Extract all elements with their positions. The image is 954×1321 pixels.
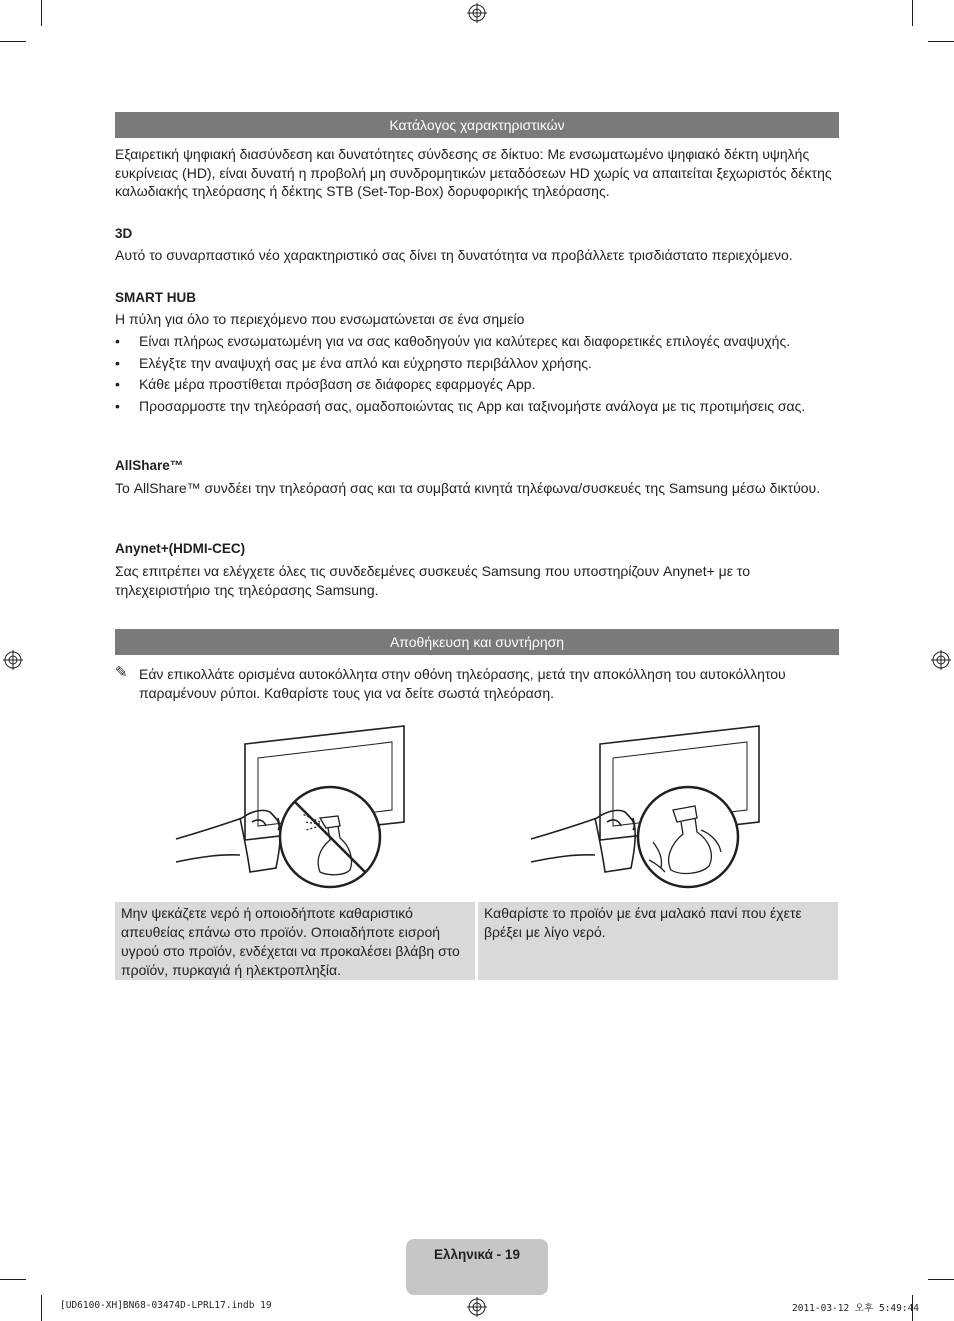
feature-heading-3d: 3D <box>115 226 133 241</box>
page-number-tab <box>406 1239 548 1295</box>
feature-text-3d: Αυτό το συναρπαστικό νέο χαρακτηριστικό σας δίνει τη δυνατότητα να προβάλλετε τρισδιάστατο περιεχόμενο. <box>115 247 793 263</box>
list-item: • Είναι πλήρως ενσωματωμένη για να σας καθοδηγούν για καλύτερες και διαφορετικές επιλογές αναψυχής. <box>115 333 791 349</box>
feature-heading-allshare: AllShare™ <box>115 458 184 473</box>
illustration-no-spray <box>170 722 410 890</box>
crop-mark <box>41 0 42 26</box>
feature-text-anynet: Σας επιτρέπει να ελέγχετε όλες τις συνδεδεμένες συσκευές Samsung που υποστηρίζουν Anynet+ με το τηλεχειριστήριο της τηλεόρασης Samsung. <box>115 563 750 598</box>
crop-mark <box>928 41 954 42</box>
caption-warning <box>115 902 475 980</box>
caption-instruction <box>478 902 838 980</box>
feature-text-allshare: Το AllShare™ συνδέει την τηλεόρασή σας και τα συμβατά κινητά τηλέφωνα/συσκευές της Samsung μέσω δικτύου. <box>115 480 821 496</box>
registration-mark-icon <box>3 650 23 670</box>
intro-paragraph: Εξαιρετική ψηφιακή διασύνδεση και δυνατότητες σύνδεσης σε δίκτυο: Με ενσωματωμένο ψηφιακό δέκτη υψηλής ευκρίνειας (HD), είναι δυνατή η προβολή μη συνδρομητικών μεταδόσεων HD χωρίς να απαιτείται ξεχωριστός δέκτης καλωδιακής τηλεόρασης ή δέκτης STB (Set-Top-Box) δορυφορικής τηλεόρασης. <box>115 146 832 199</box>
care-note <box>115 665 845 702</box>
note-pencil-icon: ✎ <box>115 664 128 681</box>
crop-mark <box>41 1295 42 1321</box>
section-header-care <box>115 629 839 655</box>
caption-instruction-text: Καθαρίστε το προϊόν με ένα μαλακό πανί που έχετε βρέξει με λίγο νερό. <box>484 905 802 940</box>
print-timestamp: 2011-03-12 오후 5:49:44 <box>792 1303 920 1314</box>
list-item: • Προσαρμοστε την τηλεόρασή σας, ομαδοποιώντας τις App και ταξινομήστε ανάλογα με τις προτιμήσεις σας. <box>115 397 806 414</box>
page-number: Ελληνικά - 19 <box>434 1247 520 1262</box>
registration-mark-icon <box>931 650 951 670</box>
smart-hub-bullet-list <box>115 332 845 418</box>
print-file-info: [UD6100-XH]BN68-03474D-LPRL17.indb 19 <box>60 1300 272 1311</box>
note-text: Εάν επικολλάτε ορισμένα αυτοκόλλητα στην οθόνη τηλεόρασης, μετά την αποκόλληση του αυτοκόλλητου παραμένουν ρύποι. Καθαρίστε τους για να δείτε σωστά τηλεόραση. <box>139 666 786 701</box>
section-header-features <box>115 112 839 138</box>
feature-heading-anynet: Anynet+(HDMI-CEC) <box>115 541 246 556</box>
section-title: Αποθήκευση και συντήρηση <box>389 634 565 650</box>
registration-mark-icon <box>467 1297 487 1317</box>
list-item: • Ελέγξτε την αναψυχή σας με ένα απλό και εύχρηστο περιβάλλον χρήσης. <box>115 354 592 371</box>
registration-mark-icon <box>467 3 487 23</box>
crop-mark <box>0 41 26 42</box>
caption-warning-text: Μην ψεκάζετε νερό ή οποιοδήποτε καθαριστικό απευθείας επάνω στο προϊόν. Οποιαδήποτε εισροή υγρού στο προϊόν, ενδέχεται να προκαλέσει βλάβη στο προϊόν, πυρκαγιά ή ηλεκτροπληξία. <box>121 905 460 978</box>
crop-mark <box>912 0 913 26</box>
crop-mark <box>0 1279 26 1280</box>
list-item: • Κάθε μέρα προστίθεται πρόσβαση σε διάφορες εφαρμογές App. <box>115 376 536 392</box>
feature-heading-smart-hub: SMART HUB <box>115 290 196 305</box>
illustration-soft-cloth <box>525 722 765 890</box>
feature-text-smart-hub: Η πύλη για όλο το περιεχόμενο που ενσωματώνεται σε ένα σημείο <box>115 311 525 327</box>
crop-mark <box>928 1279 954 1280</box>
section-title: Κατάλογος χαρακτηριστικών <box>389 117 565 133</box>
